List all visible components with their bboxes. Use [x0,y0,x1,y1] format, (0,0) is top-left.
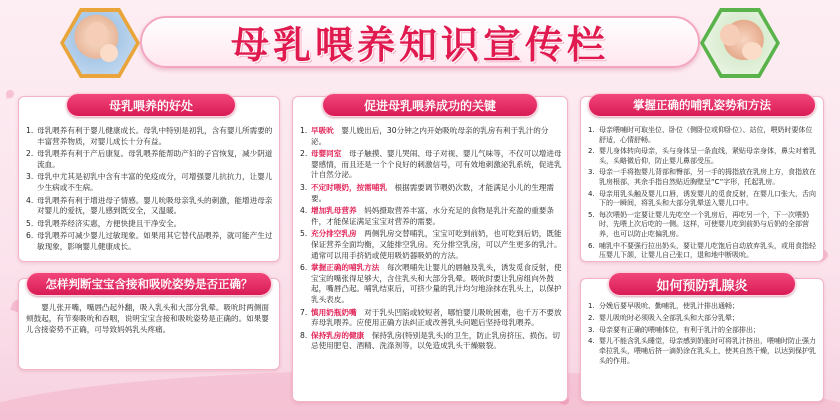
item-text: 妈妈摄取营养丰富、水分充足的食物是乳汁充盈的重要条件，才能保证满足宝宝对营养的需要。 [311,206,554,226]
latch-heading: 怎样判断宝宝含接和吸吮姿势是否正确？ [26,272,272,296]
list-item: 5. 母乳喂养经济实惠，方便快捷且干净安全。 [26,218,182,228]
item-key: 母婴同室 [311,149,342,159]
photo-image [64,12,136,74]
item-text: 婴儿娩出后，30分钟之内开始吸吮母亲的乳房有利于乳汁的分泌。 [311,126,549,146]
list-item [300,149,562,181]
list-item [300,229,562,261]
photo-image [704,12,776,74]
benefits-list [26,126,274,255]
list-item: 3. 母乳中尤其是初乳中含有丰富的免疫成分，可增强婴儿抗抗力，让婴儿少生病或不生病。 [26,172,273,192]
title-banner [140,8,700,74]
list-item: 4. 母亲用乳头触及婴儿口唇，诱发婴儿的觅食反射，在婴儿口张大，舌向下的一瞬间，将乳头和大部分乳晕送入婴儿口中。 [588,189,816,208]
item-number: 3. [588,168,595,177]
item-number: 6. [300,263,308,273]
item-number: 6. [588,241,595,250]
item-number: 3. [26,172,34,182]
item-number: 2. [588,313,595,322]
item-number: 2. [300,149,308,159]
item-key: 掌握正确的哺乳方法 [311,263,380,273]
item-number: 4. [588,337,595,346]
list-item: 6. 哺乳中不要强行拉出奶头，要让婴儿吃饱后自动放弃乳头，或用食指轻压婴儿下颌，让婴儿自己张口，退和地中断吸吮。 [588,241,816,260]
benefits-heading: 母乳喂养的好处 [66,93,236,117]
item-number: 5. [300,229,308,239]
item-text: 保持乳房(特别是乳头)的卫生，防止乳房挤压、损伤。切忌使用肥皂、酒精、洗涤剂等，以免造成乳头干燥皲裂。 [311,330,560,351]
posture-list [588,126,818,263]
item-number: 4. [300,206,308,216]
list-item: 1. 分娩后要早吸吮、勤哺乳，使乳汁排出通畅； [588,302,739,310]
list-item: 1. 母乳喂养有利于婴儿健康成长。母乳中特别是初乳，含有婴儿所需要的丰富营养物质，对婴儿成长十分有益。 [26,126,273,146]
list-item: 3. 母亲一手将抱婴儿背部和臀部，另一手的拇指放在乳房上方，食指放在乳房根部，其余手指自然贴近胸壁呈“C”字形，托起乳房。 [588,168,816,186]
item-text: 两侧乳房交替哺乳，宝宝可吃到前奶，也可吃到后奶，既能保证营养全面均衡，又能排空乳房。充分排空乳房，可以产生更多的乳汁。通常可以用手挤奶或使用吸奶器吸奶的方法。 [311,229,562,260]
posture-heading: 掌握正确的哺乳姿势和方法 [588,93,816,117]
list-item: 5. 每次喂奶一定要让婴儿先吃空一个乳房后，再吃另一个，下一次喂奶时，先喂上次后吃的一侧。这样，可使婴儿吃到前奶与后奶的全部营养，也可以防止吃偏乳房。 [588,210,809,238]
item-number: 8. [300,330,308,340]
keys-heading: 促进母乳喂养成功的关键 [322,93,538,117]
item-number: 4. [588,189,595,198]
item-number: 5. [26,218,34,228]
list-item: 2. 婴儿吸吮时必须吸入全部乳头和大部分乳晕； [588,313,739,322]
baby-face-shape [100,44,118,62]
list-item [300,263,562,305]
item-number: 3. [588,325,595,334]
item-number: 5. [588,210,595,219]
list-item: 4. 婴儿不能含乳头睡觉，母亲感到奶胀时可将乳汁挤出，喂哺时防止强力牵拉乳头，喂哺后挤一滴奶涂在乳头上，使其自然干燥，以达到保护乳头的作用。 [588,337,816,365]
mastitis-list [588,302,818,369]
item-number: 1. [26,126,34,135]
keys-list [300,126,562,354]
mother-face-shape [86,22,108,46]
item-key: 充分排空乳房 [311,229,357,239]
list-item [300,331,562,352]
mother-baby-photo-left [60,8,140,78]
list-item: 1. 母亲喂哺时可取坐位、卧位（侧卧位或仰卧位）、站位，喂奶时要体位舒适，心情舒畅。 [588,126,813,144]
item-key: 早吸吮 [311,126,334,135]
item-number: 3. [300,182,308,192]
item-number: 6. [26,231,34,241]
list-item: 3. 母亲要有正确的喂哺体位，有利于乳汁的全部排出； [588,325,760,334]
list-item [300,126,562,147]
item-number: 1. [300,126,308,135]
list-item: 4. 母乳喂养有利于增进母子情感。婴儿吮吸母亲乳头的刺激，能增进母亲对婴儿的爱抚，婴儿感到既安全，又温暖。 [26,195,273,216]
list-item [300,206,562,227]
latch-text: 婴儿张开嘴，嘴唇凸起外翻，吸入乳头和大部分乳晕。吸吮时两侧面颊鼓起，有节奏吸吮和吞咽，说明宝宝含接和吸吮姿势是正确的。如果婴儿含接姿势不正确，可导致妈妈乳头疼痛。 [26,303,269,334]
item-number: 1. [588,126,595,134]
item-text: 对于乳头凹陷或较短者，哪怕婴儿吸吮困难，也千万不要放弃母乳喂养。应使用正确方法纠正或改善乳头问题后坚持母乳喂养。 [311,307,562,328]
list-item: 6. 母乳喂养可减少婴儿过敏现象。如果用其它替代品喂养，就可能产生过敏现象，影响婴儿健康成长。 [26,231,273,251]
list-item: 2. 母乳喂养有利于产后康复。母乳喂养能帮助产妇的子宫恢复，减少阴道流血。 [26,149,273,169]
item-text: 根据需要调节喂奶次数，才能满足小儿的生理需要。 [311,182,554,203]
item-key: 保持乳房的健康 [311,330,365,340]
mastitis-heading: 如何预防乳腺炎 [608,272,796,296]
mother-face-shape [720,24,740,46]
item-number: 2. [26,149,34,159]
list-item [300,308,562,329]
item-number: 4. [26,195,34,205]
mother-baby-photo-right [700,8,780,78]
petal-decoration [5,89,14,98]
list-item [300,183,562,204]
item-number: 7. [300,307,308,317]
item-key: 不定时喂奶，按需哺乳 [311,182,387,192]
item-number: 1. [588,302,595,310]
item-text: 母子触摸、婴儿哭闹、母子对视、婴儿气味等，不仅可以增进母婴感情，而且还是一个个良好的刺激信号，可有效地刺激泌乳系统，促进乳汁自然分泌。 [311,149,562,180]
list-item: 2. 婴儿身体转向母亲，头与身体呈一条直线，紧贴母亲身体，鼻尖对着乳头，头略微后仰，防止婴儿鼻部受压。 [588,147,816,165]
item-key: 慎用奶瓶奶嘴 [311,307,357,317]
baby-face-shape [742,42,762,60]
page-title: 母乳喂养知识宣传栏 [230,22,609,67]
item-key: 增加乳母营养 [311,206,357,216]
item-text: 每次喂哺先让婴儿的唇触及乳头，诱发觅食反射，使宝宝的嘴张得足够大，含住乳头和大部分乳晕。吸吮时要让乳房组向外鼓起，嘴唇凸起。哺乳结束后，可挤少量的乳汁均匀地涂抹在乳头上，以保护乳头表皮。 [311,263,562,304]
item-number: 2. [588,147,595,156]
